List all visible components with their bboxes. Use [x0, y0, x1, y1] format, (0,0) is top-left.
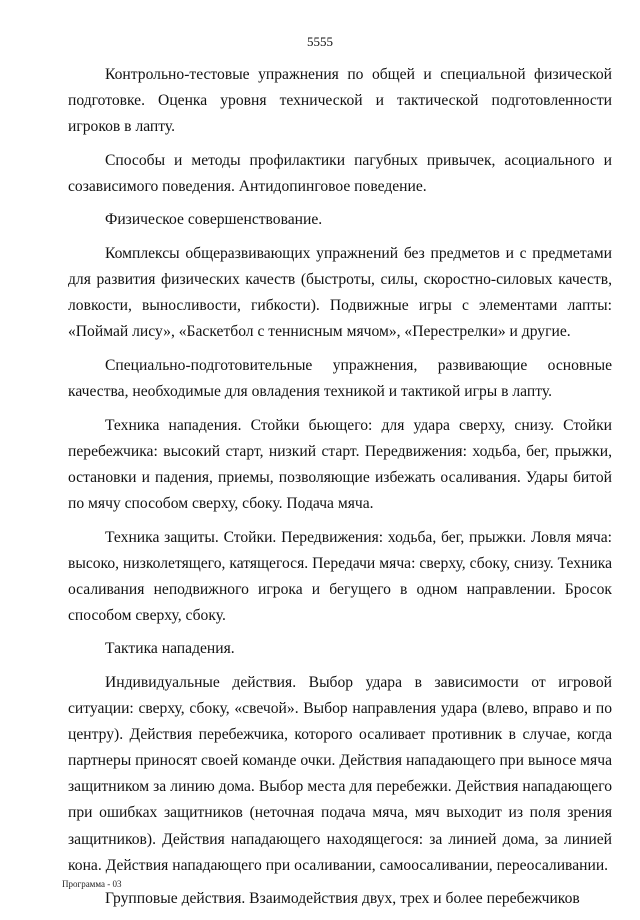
footer-program-label: Программа - 03 [62, 879, 122, 889]
body-text [68, 62, 612, 920]
paragraph-group-actions: Групповые действия. Взаимодействия двух, трех и более перебежчиков [105, 890, 580, 908]
paragraph-control-tests: Контрольно-тестовые упражнения по общей и специальной физической подготовке. Оценка уровня технической и тактической подготовленности игроков в лапту. [68, 66, 612, 136]
paragraph-exercise-complexes: Комплексы общеразвивающих упражнений без предметов и с предметами для развития физических качеств (быстроты, силы, скоростно-силовых качеств, ловкости, выносливости, гибкости). Подвижные игры с элементами лапты: «Поймай лису», «Баскетбол с теннисным мячом», «Перестрелки» и другие. [68, 245, 612, 341]
paragraph-individual-actions: Индивидуальные действия. Выбор удара в зависимости от игровой ситуации: сверху, сбоку, «свечой». Выбор направления удара (влево, вправо и по центру). Действия перебежчика, которого осаливает противник в случае, когда партнеры приносят своей команде очки. Действия нападающего при выносе мяча защитником за линию дома. Выбор места для перебежки. Действия нападающего при ошибках защитников (неточная подача мяча, мяч выходит из поля зрения защитников). Действия нападающего находящегося: за линией дома, за линией кона. Действия нападающего при осаливании, самоосаливании, переосаливании. [68, 673, 612, 874]
paragraph-attack-tactics: Тактика нападения. [105, 640, 235, 658]
paragraph-special-exercises: Специально-подготовительные упражнения, развивающие основные качества, необходимые для овладения техникой и тактикой игры в лапту. [68, 356, 612, 401]
paragraph-prevention: Способы и методы профилактики пагубных привычек, асоциального и созависимого поведения. Антидопинговое поведение. [68, 151, 612, 195]
paragraph-defense-technique: Техника защиты. Стойки. Передвижения: ходьба, бег, прыжки. Ловля мяча: высоко, низколетящего, катящегося. Передачи мяча: сверху, сбоку, снизу. Техника осаливания неподвижного игрока и бегущего в одном направлении. Бросок способом сверху, сбоку. [68, 528, 612, 624]
paragraph-physical-improvement: Физическое совершенствование. [105, 211, 323, 229]
page-number: 5555 [307, 34, 333, 49]
paragraph-attack-technique: Техника нападения. Стойки бьющего: для удара сверху, снизу. Стойки перебежчика: высокий старт, низкий старт. Передвижения: ходьба, бег, прыжки, остановки и падения, приемы, позволяющие избежать осаливания. Удары битой по мячу способом сверху, сбоку. Подача мяча. [68, 416, 612, 512]
